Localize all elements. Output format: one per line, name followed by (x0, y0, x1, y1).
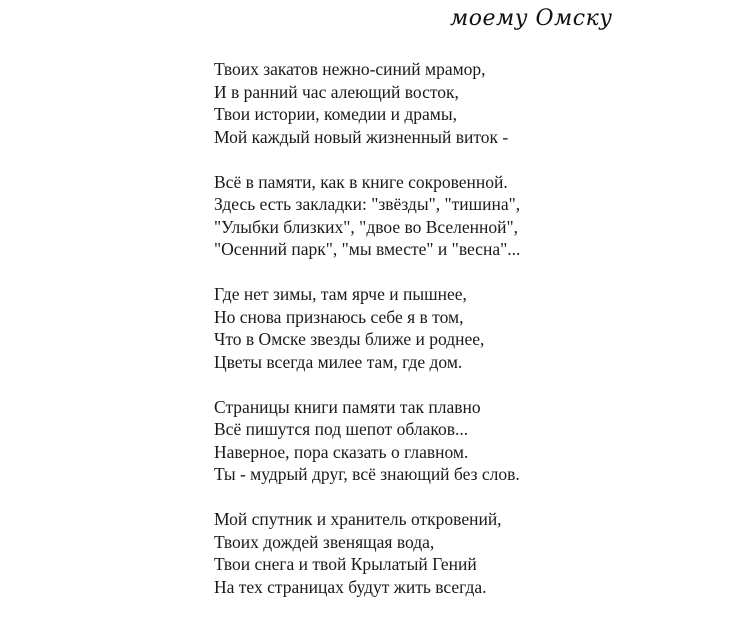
poem (214, 58, 520, 621)
poem-line: Всё пишутся под шепот облаков... (214, 419, 469, 439)
poem-line: Твои истории, комедии и драмы, (214, 104, 458, 124)
poem-line: Мой каждый новый жизненный виток - (214, 126, 509, 147)
poem-line: Страницы книги памяти так плавно (214, 396, 481, 417)
stanza-4 (214, 396, 520, 486)
poem-line: Твоих закатов нежно-синий мрамор, (214, 59, 486, 79)
poem-line: "Осенний парк", "мы вместе" и "весна"... (214, 239, 521, 259)
stanza-1 (214, 58, 520, 148)
poem-line: Где нет зимы, там ярче и пышнее, (214, 284, 467, 304)
poem-line: Цветы всегда милее там, где дом. (214, 351, 463, 372)
poem-line: Здесь есть закладки: "звёзды", "тишина", (214, 194, 521, 214)
stanza-3 (214, 283, 520, 373)
stanza-5 (214, 508, 520, 598)
poem-line: "Улыбки близких", "двое во Вселенной", (214, 216, 519, 237)
poem-line: Твоих дождей звенящая вода, (214, 531, 435, 552)
poem-line: На тех страницах будут жить всегда. (214, 576, 487, 597)
poem-line: Но снова признаюсь себе я в том, (214, 306, 464, 327)
poem-line: Твои снега и твой Крылатый Гений (214, 554, 477, 574)
poem-line: Наверное, пора сказать о главном. (214, 441, 469, 462)
poem-line: Что в Омске звезды ближе и роднее, (214, 329, 485, 349)
stanza-2 (214, 171, 520, 261)
dedication-title: моему Омску (450, 6, 613, 31)
poem-line: И в ранний час алеющий восток, (214, 81, 459, 102)
poem-line: Всё в памяти, как в книге сокровенной. (214, 171, 508, 192)
poem-line: Ты - мудрый друг, всё знающий без слов. (214, 464, 520, 484)
poem-line: Мой спутник и хранитель откровений, (214, 509, 502, 529)
